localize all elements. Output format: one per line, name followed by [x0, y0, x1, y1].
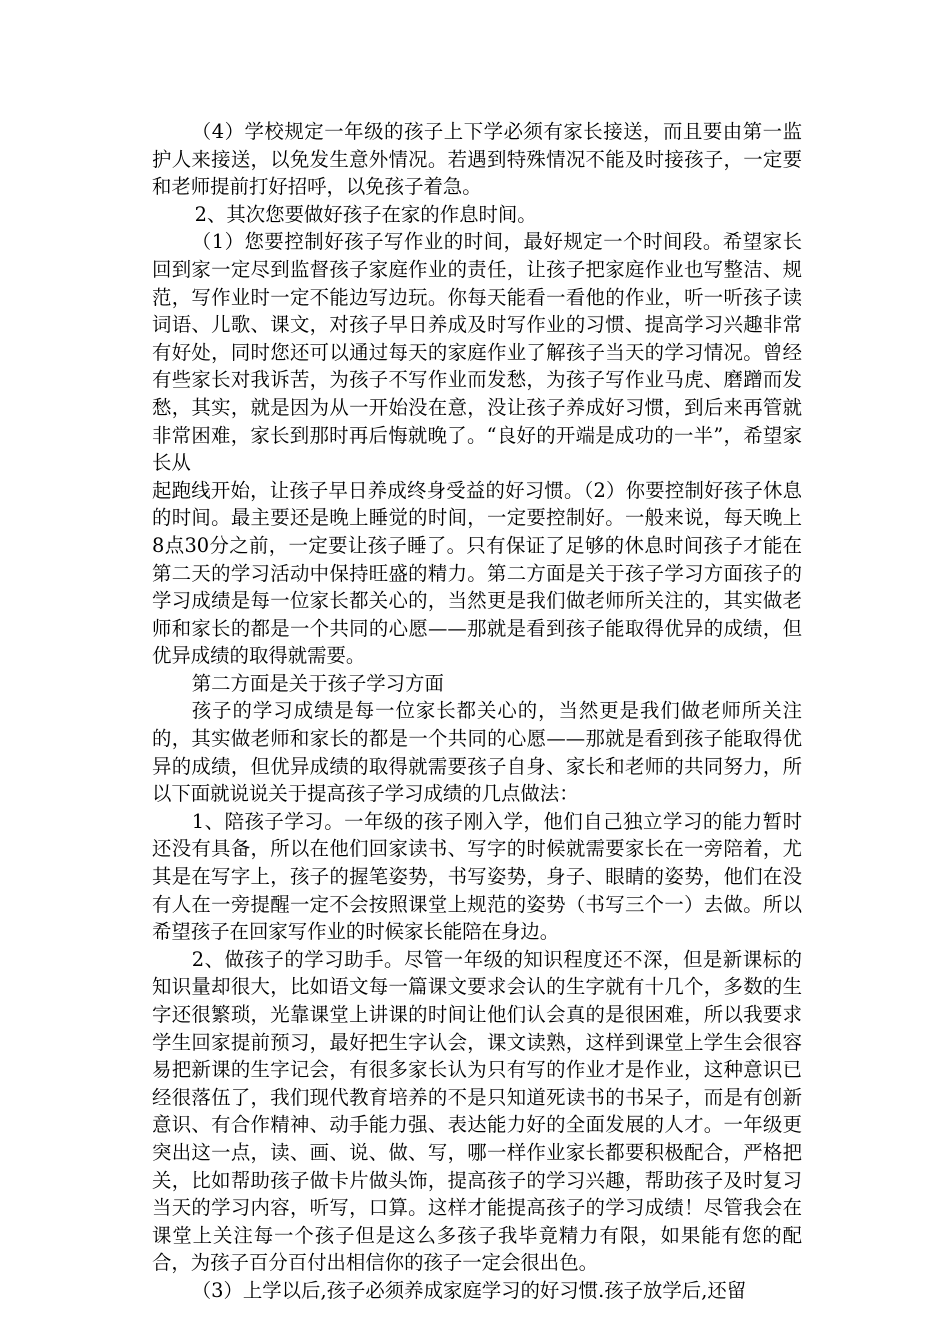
- paragraph-rest-time: 起跑线开始，让孩子早日养成终身受益的好习惯。（2）你要控制好孩子休息的时间。最主要还是晚上睡觉的时间，一定要控制好。一般来说，每天晚上8点30分之前，一定要让孩子睡了。只有保证了足够的休息时间孩子才能在第二天的学习活动中保持旺盛的精力。第二方面是关于孩子学习方面孩子的学习成绩是每一位家长都关心的，当然更是我们做老师所关注的，其实做老师和家长的都是一个共同的心愿——那就是看到孩子能取得优异的成绩，但优异成绩的取得就需要。: [152, 478, 802, 668]
- paragraph-study-assistant: 2、做孩子的学习助手。尽管一年级的知识程度还不深，但是新课标的知识量却很大，比如语文每一篇课文要求会认的生字就有十几个，多数的生字还很繁琐，光靠课堂上讲课的时间让他们认会真的是很困难，所以我要求学生回家提前预习，最好把生字认会，课文读熟，这样到课堂上学生会很容易把新课的生字记会，有很多家长认为只有写的作业才是作业，这种意识已经很落伍了，我们现代教育培养的不是只知道死读书的书呆子，而是有创新意识、有合作精神、动手能力强、表达能力好的全面发展的人才。一年级更突出这一点，读、画、说、做、写，哪一样作业家长都要积极配合，严格把关，比如帮助孩子做卡片做头饰，提高孩子的学习兴趣，帮助孩子及时复习当天的学习内容，听写，口算。这样才能提高孩子的学习成绩！尽管我会在课堂上关注每一个孩子但是这么多孩子我毕竟精力有限，如果能有您的配合，为孩子百分百付出相信你的孩子一定会很出色。: [152, 947, 802, 1275]
- paragraph-study-results: 孩子的学习成绩是每一位家长都关心的，当然更是我们做老师所关注的，其实做老师和家长的都是一个共同的心愿——那就是看到孩子能取得优异的成绩，但优异成绩的取得就需要孩子自身、家长和老师的共同努力，所以下面就说说关于提高孩子学习成绩的几点做法：: [152, 699, 802, 806]
- paragraph-homework-time: （1）您要控制好孩子写作业的时间，最好规定一个时间段。希望家长回到家一定尽到监督孩子家庭作业的责任，让孩子把家庭作业也写整洁、规范，写作业时一定不能边写边玩。你每天能看一看他的作业，听一听孩子读词语、儿歌、课文，对孩子早日养成及时写作业的习惯、提高学习兴趣非常有好处，同时您还可以通过每天的家庭作业了解孩子当天的学习情况。曾经有些家长对我诉苦，为孩子不写作业而发愁，为孩子写作业马虎、磨蹭而发愁，其实，就是因为从一开始没在意，没让孩子养成好习惯，到后来再管就非常困难，家长到那时再后悔就晚了。“良好的开端是成功的一半”，希望家长从: [152, 230, 802, 475]
- heading-rest-schedule: 2、其次您要做好孩子在家的作息时间。: [194, 202, 537, 226]
- paragraph-home-study-habit: （3）上学以后,孩子必须养成家庭学习的好习惯.孩子放学后,还留: [191, 1278, 747, 1302]
- paragraph-accompany-study: 1、陪孩子学习。一年级的孩子刚入学，他们自己独立学习的能力暂时还没有具备，所以在他们回家读书、写字的时候就需要家长在一旁陪着，尤其是在写字上，孩子的握笔姿势，书写姿势，身子、眼睛的姿势，他们在没有人在一旁提醒一定不会按照课堂上规范的姿势（书写三个一）去做。所以希望孩子在回家写作业的时候家长能陪在身边。: [152, 809, 802, 944]
- document-body: [152, 118, 802, 1305]
- paragraph-pickup-rule: （4）学校规定一年级的孩子上下学必须有家长接送，而且要由第一监护人来接送，以免发生意外情况。若遇到特殊情况不能及时接孩子，一定要和老师提前打好招呼，以免孩子着急。: [152, 120, 802, 199]
- heading-study-aspect: 第二方面是关于孩子学习方面: [191, 671, 444, 695]
